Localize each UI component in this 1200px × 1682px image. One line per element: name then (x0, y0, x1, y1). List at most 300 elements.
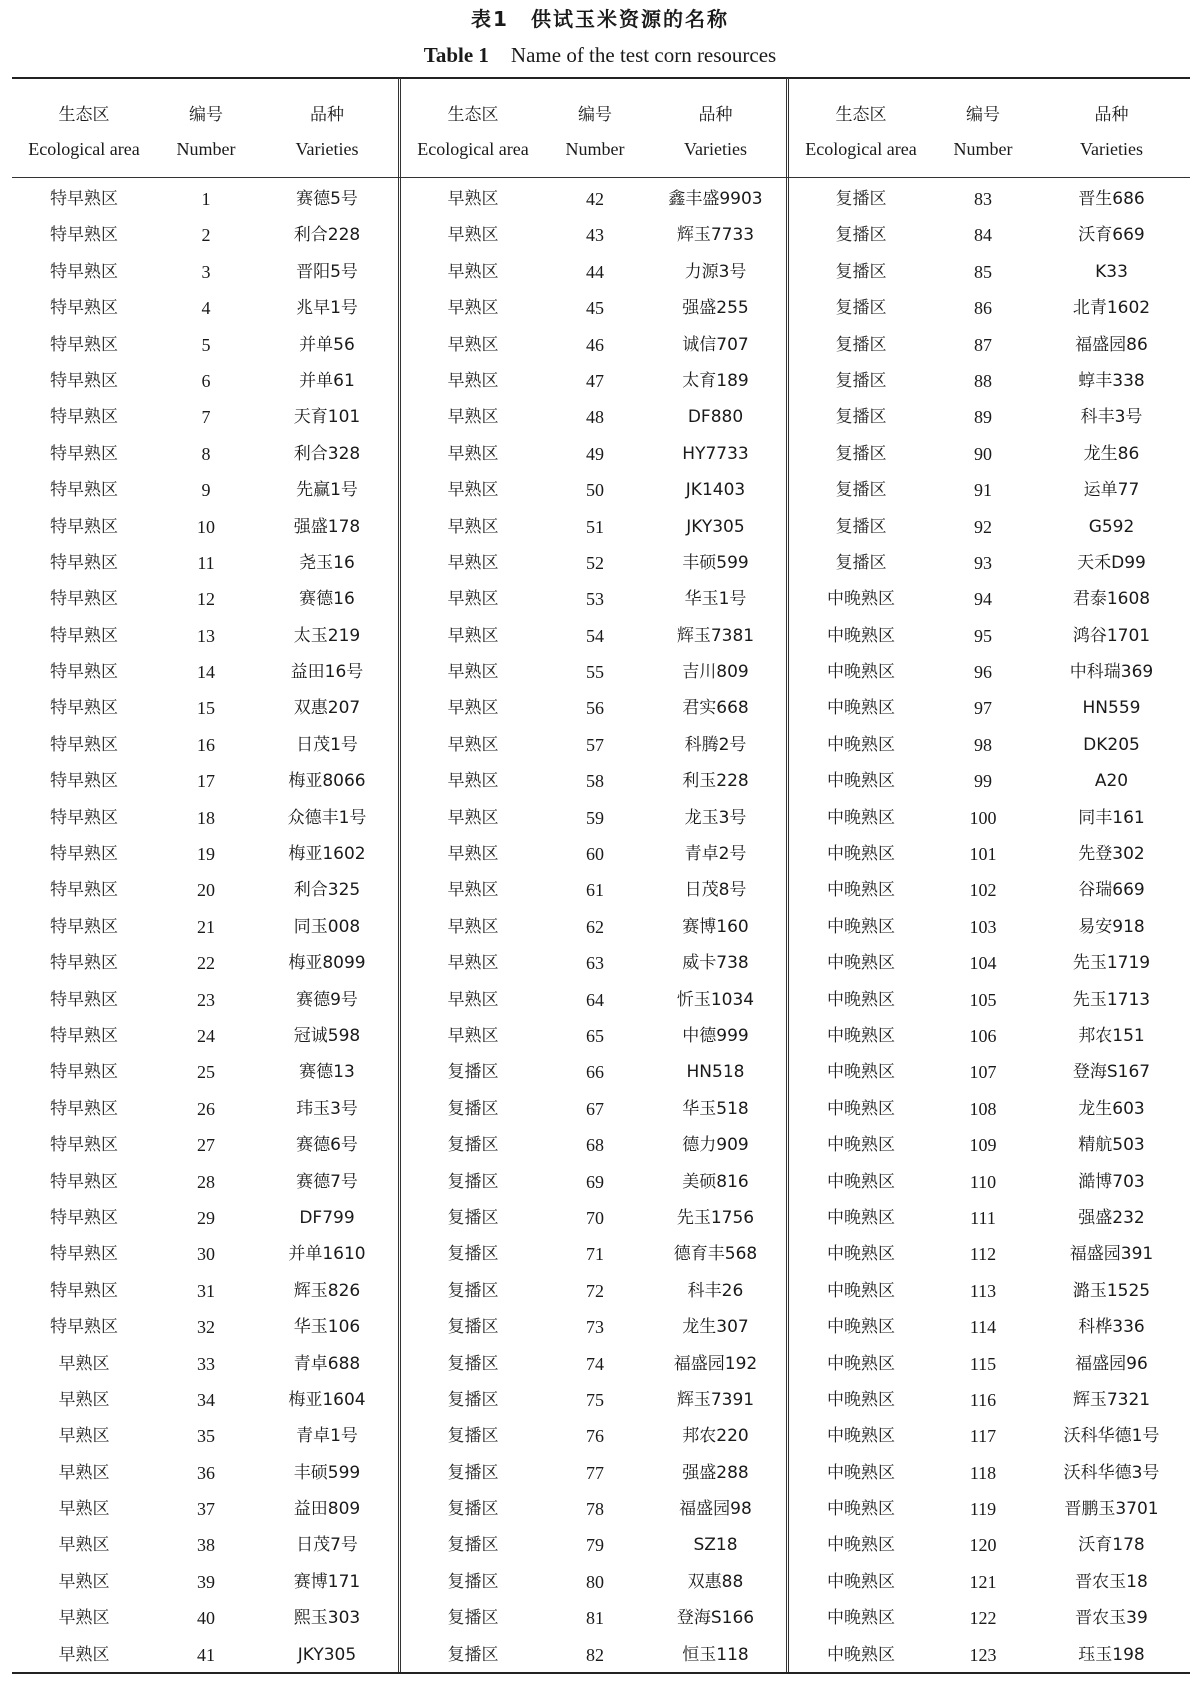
table-row (12, 1127, 398, 1163)
number-cell: 117 (969, 1426, 997, 1447)
ecological-area-cell: 早熟区 (58, 1571, 110, 1592)
number-cell: 24 (197, 1025, 215, 1046)
table-row (789, 254, 1190, 290)
header-varieties-cn: 品种 (698, 105, 733, 125)
number-cell: 29 (197, 1207, 215, 1228)
ecological-area-cell: 复播区 (447, 1644, 499, 1665)
table-rows (12, 181, 398, 1673)
number-cell: 59 (586, 807, 604, 828)
ecological-area-cell: 特早熟区 (50, 625, 118, 646)
number-cell: 25 (197, 1062, 215, 1083)
ecological-area-cell: 中晚熟区 (827, 1353, 895, 1374)
number-cell: 26 (197, 1098, 215, 1119)
table-row (401, 1418, 786, 1454)
table-row (789, 1637, 1190, 1673)
number-cell: 46 (586, 334, 604, 355)
variety-cell: 科丰26 (687, 1280, 744, 1301)
number-cell: 40 (197, 1608, 215, 1629)
table-header-row (789, 78, 1190, 177)
number-cell: 86 (974, 298, 992, 319)
number-cell: 38 (197, 1535, 215, 1556)
variety-cell: 利合325 (293, 880, 361, 901)
ecological-area-cell: 特早熟区 (50, 589, 118, 610)
ecological-area-cell: 早熟区 (447, 298, 499, 319)
table-row (401, 290, 786, 326)
variety-cell: 强盛255 (682, 298, 749, 319)
number-cell: 32 (197, 1317, 215, 1338)
ecological-area-cell: 中晚熟区 (827, 1644, 895, 1665)
header-number (156, 98, 256, 166)
table-row (789, 545, 1190, 581)
number-cell: 68 (586, 1135, 604, 1156)
ecological-area-cell: 特早熟区 (50, 516, 118, 537)
variety-cell: 天育101 (293, 407, 361, 428)
variety-cell: 龙玉3号 (684, 807, 747, 828)
variety-cell: DK205 (1083, 734, 1140, 755)
table-row (401, 1018, 786, 1054)
number-cell: 104 (969, 953, 997, 974)
ecological-area-cell: 早熟区 (447, 407, 499, 428)
number-cell: 90 (974, 443, 992, 464)
variety-cell: 潞玉1525 (1072, 1280, 1151, 1301)
table-row (401, 800, 786, 836)
variety-cell: 中科瑞369 (1069, 662, 1154, 683)
table-row (12, 945, 398, 981)
number-cell: 45 (586, 298, 604, 319)
number-cell: 35 (197, 1426, 215, 1447)
number-cell: 112 (969, 1244, 997, 1265)
number-cell: 113 (969, 1280, 997, 1301)
ecological-area-cell: 复播区 (447, 1062, 499, 1083)
variety-cell: 忻玉1034 (676, 989, 755, 1010)
variety-cell: 益田809 (293, 1499, 361, 1520)
number-cell: 57 (586, 734, 604, 755)
ecological-area-cell: 特早熟区 (50, 334, 118, 355)
number-cell: 82 (586, 1644, 604, 1665)
table-row (789, 1273, 1190, 1309)
header-varieties-en: Varieties (295, 139, 359, 159)
number-cell: 122 (969, 1608, 997, 1629)
table-row (401, 1346, 786, 1382)
table-row (789, 436, 1190, 472)
number-cell: 123 (969, 1644, 997, 1665)
variety-cell: 同玉008 (293, 916, 361, 937)
ecological-area-cell: 特早熟区 (50, 370, 118, 391)
variety-cell: 蜳丰338 (1078, 370, 1145, 391)
ecological-area-cell: 特早熟区 (50, 1025, 118, 1046)
ecological-area-cell: 早熟区 (58, 1389, 110, 1410)
variety-cell: 丰硕599 (293, 1462, 361, 1483)
ecological-area-cell: 复播区 (835, 261, 887, 282)
ecological-area-cell: 特早熟区 (50, 953, 118, 974)
variety-cell: 晋鹏玉3701 (1064, 1499, 1159, 1520)
variety-cell: 先玉1756 (676, 1207, 755, 1228)
number-cell: 5 (201, 334, 211, 355)
number-cell: 52 (586, 552, 604, 573)
table-row (12, 290, 398, 326)
variety-cell: 登海S166 (676, 1608, 755, 1629)
number-cell: 42 (586, 189, 604, 209)
number-cell: 93 (974, 552, 992, 573)
table-row (12, 727, 398, 763)
variety-cell: 辉玉7391 (676, 1389, 755, 1410)
variety-cell: 先赢1号 (296, 480, 358, 501)
ecological-area-cell: 复播区 (447, 1207, 499, 1228)
header-ecological-area-en: Ecological area (805, 139, 917, 159)
ecological-area-cell: 复播区 (447, 1462, 499, 1483)
table-row (401, 327, 786, 363)
header-ecological-area (12, 98, 156, 166)
table-row (401, 1200, 786, 1236)
ecological-area-cell: 特早熟区 (50, 1280, 118, 1301)
table-header-row (401, 78, 786, 177)
variety-cell: 众德丰1号 (287, 807, 367, 828)
ecological-area-cell: 早熟区 (447, 516, 499, 537)
ecological-area-cell: 特早熟区 (50, 1244, 118, 1265)
variety-cell: 晋农玉18 (1075, 1571, 1148, 1592)
variety-cell: 兆早1号 (296, 298, 358, 319)
variety-cell: 北青1602 (1072, 298, 1151, 319)
number-cell: 47 (586, 370, 604, 391)
table-row (789, 618, 1190, 654)
table-row (12, 436, 398, 472)
table-row (789, 1491, 1190, 1527)
number-cell: 105 (969, 989, 997, 1010)
number-cell: 74 (586, 1353, 604, 1374)
ecological-area-cell: 复播区 (447, 1608, 499, 1629)
header-number-cn: 编号 (578, 105, 612, 125)
variety-cell: 科腾2号 (684, 734, 747, 755)
table-row (789, 1418, 1190, 1454)
variety-cell: 福盛园192 (673, 1353, 758, 1374)
variety-cell: 科桦336 (1078, 1317, 1145, 1338)
number-cell: 6 (201, 370, 211, 391)
number-cell: 22 (197, 953, 215, 974)
number-cell: 120 (969, 1535, 997, 1556)
variety-cell: 沃育178 (1078, 1535, 1145, 1556)
ecological-area-cell: 中晚熟区 (827, 1317, 895, 1338)
ecological-area-cell: 早熟区 (447, 771, 499, 792)
header-varieties-en: Varieties (684, 139, 747, 159)
ecological-area-cell: 复播区 (835, 225, 887, 246)
number-cell: 15 (197, 698, 215, 719)
number-cell: 34 (197, 1389, 215, 1410)
variety-cell: 玮玉3号 (296, 1098, 358, 1119)
ecological-area-cell: 中晚熟区 (827, 1135, 895, 1156)
table-row (12, 472, 398, 508)
number-cell: 111 (970, 1207, 996, 1228)
table-column-block (789, 78, 1190, 1672)
ecological-area-cell: 复播区 (835, 407, 887, 428)
number-cell: 70 (586, 1207, 604, 1228)
ecological-area-cell: 早熟区 (447, 189, 499, 209)
ecological-area-cell: 早熟区 (58, 1644, 110, 1665)
ecological-area-cell: 早熟区 (447, 916, 499, 937)
table-row (401, 509, 786, 545)
table-row (401, 1564, 786, 1600)
table-row (401, 1455, 786, 1491)
number-cell: 8 (201, 443, 211, 464)
variety-cell: 先玉1719 (1072, 953, 1151, 974)
table-row (12, 581, 398, 617)
ecological-area-cell: 特早熟区 (50, 989, 118, 1010)
number-cell: 31 (197, 1280, 215, 1301)
table-row (12, 1309, 398, 1345)
ecological-area-cell: 中晚熟区 (827, 1426, 895, 1447)
variety-cell: 赛德6号 (296, 1135, 358, 1156)
ecological-area-cell: 早熟区 (447, 953, 499, 974)
variety-cell: 福盛园86 (1075, 334, 1148, 355)
variety-cell: 梅亚8099 (288, 953, 366, 974)
table-row (401, 1637, 786, 1673)
ecological-area-cell: 特早熟区 (50, 1098, 118, 1119)
ecological-area-cell: 中晚熟区 (827, 1462, 895, 1483)
number-cell: 110 (969, 1171, 997, 1192)
table-row (789, 509, 1190, 545)
variety-cell: 晋农玉39 (1075, 1608, 1148, 1629)
table-row (12, 1418, 398, 1454)
ecological-area-cell: 中晚熟区 (827, 1608, 895, 1629)
number-cell: 81 (586, 1608, 604, 1629)
number-cell: 51 (586, 516, 604, 537)
table-row (789, 1164, 1190, 1200)
ecological-area-cell: 中晚熟区 (827, 1098, 895, 1119)
variety-cell: 利合328 (293, 443, 361, 464)
header-number-en: Number (176, 139, 236, 159)
variety-cell: DF880 (687, 407, 744, 428)
table-row (12, 1091, 398, 1127)
ecological-area-cell: 中晚熟区 (827, 807, 895, 828)
variety-cell: 赛德5号 (296, 189, 358, 209)
number-cell: 99 (974, 771, 992, 792)
number-cell: 109 (969, 1135, 997, 1156)
number-cell: 23 (197, 989, 215, 1010)
number-cell: 60 (586, 844, 604, 865)
variety-cell: 沃育669 (1078, 225, 1145, 246)
variety-cell: JK1403 (685, 480, 746, 501)
variety-cell: 邦农220 (682, 1426, 749, 1447)
header-ecological-area-en: Ecological area (417, 139, 529, 159)
number-cell: 85 (974, 261, 992, 282)
table-column-block (12, 78, 398, 1672)
number-cell: 66 (586, 1062, 604, 1083)
table-row (12, 1273, 398, 1309)
table-row (789, 327, 1190, 363)
number-cell: 50 (586, 480, 604, 501)
variety-cell: 尧玉16 (299, 552, 355, 573)
number-cell: 1 (201, 189, 211, 209)
table-row (401, 1164, 786, 1200)
ecological-area-cell: 中晚熟区 (827, 1244, 895, 1265)
ecological-area-cell: 早熟区 (447, 844, 499, 865)
ecological-area-cell: 中晚熟区 (827, 589, 895, 610)
table-caption-title: Name of the test corn resources (510, 43, 777, 67)
table-row (12, 1382, 398, 1418)
number-cell: 44 (586, 261, 604, 282)
ecological-area-cell: 复播区 (835, 189, 887, 209)
table-row (12, 217, 398, 253)
variety-cell: HN559 (1082, 698, 1141, 719)
number-cell: 119 (969, 1499, 997, 1520)
variety-cell: 辉玉7321 (1072, 1389, 1151, 1410)
ecological-area-cell: 特早熟区 (50, 480, 118, 501)
table-row (401, 181, 786, 217)
variety-cell: 太玉219 (293, 625, 361, 646)
number-cell: 71 (586, 1244, 604, 1265)
table-row (789, 1455, 1190, 1491)
table-row (401, 872, 786, 908)
variety-cell: 鑫丰盛9903 (668, 189, 763, 209)
variety-cell: 日茂8号 (684, 880, 747, 901)
ecological-area-cell: 特早熟区 (50, 844, 118, 865)
table-row (401, 254, 786, 290)
table-row (401, 1273, 786, 1309)
table-row (401, 472, 786, 508)
number-cell: 118 (969, 1462, 997, 1483)
table-row (12, 1637, 398, 1673)
table-row (401, 1127, 786, 1163)
ecological-area-cell: 复播区 (447, 1571, 499, 1592)
table-row (12, 545, 398, 581)
number-cell: 61 (586, 880, 604, 901)
ecological-area-cell: 中晚熟区 (827, 989, 895, 1010)
table-row (12, 836, 398, 872)
table-row (12, 909, 398, 945)
number-cell: 2 (201, 225, 211, 246)
variety-cell: 登海S167 (1072, 1062, 1151, 1083)
number-cell: 100 (969, 807, 997, 828)
ecological-area-cell: 特早熟区 (50, 880, 118, 901)
number-cell: 95 (974, 625, 992, 646)
ecological-area-cell: 特早熟区 (50, 1062, 118, 1083)
ecological-area-cell: 早熟区 (447, 625, 499, 646)
table-row (12, 1455, 398, 1491)
variety-cell: 青卓1号 (296, 1426, 358, 1447)
table-row (401, 618, 786, 654)
table-row (789, 836, 1190, 872)
number-cell: 101 (969, 844, 997, 865)
header-varieties-en: Varieties (1080, 139, 1143, 159)
ecological-area-cell: 复播区 (447, 1171, 499, 1192)
number-cell: 13 (197, 625, 215, 646)
table-row (401, 909, 786, 945)
number-cell: 19 (197, 844, 215, 865)
variety-cell: 龙生307 (682, 1317, 749, 1338)
number-cell: 76 (586, 1426, 604, 1447)
number-cell: 72 (586, 1280, 604, 1301)
table-row (12, 1527, 398, 1563)
ecological-area-cell: 中晚熟区 (827, 1535, 895, 1556)
number-cell: 7 (201, 407, 211, 428)
table-caption-en (0, 40, 1200, 70)
ecological-area-cell: 特早熟区 (50, 662, 118, 683)
ecological-area-cell: 复播区 (447, 1317, 499, 1338)
variety-cell: 沃科华德1号 (1063, 1426, 1160, 1447)
number-cell: 41 (197, 1644, 215, 1665)
variety-cell: 赛德7号 (296, 1171, 358, 1192)
number-cell: 39 (197, 1571, 215, 1592)
ecological-area-cell: 特早熟区 (50, 1317, 118, 1338)
table-row (789, 1346, 1190, 1382)
ecological-area-cell: 中晚熟区 (827, 662, 895, 683)
table-row (12, 800, 398, 836)
ecological-area-cell: 复播区 (835, 370, 887, 391)
ecological-area-cell: 复播区 (447, 1389, 499, 1410)
variety-cell: 梅亚1604 (288, 1389, 366, 1410)
table-row (789, 800, 1190, 836)
number-cell: 12 (197, 589, 215, 610)
number-cell: 53 (586, 589, 604, 610)
ecological-area-cell: 早熟区 (447, 807, 499, 828)
number-cell: 14 (197, 662, 215, 683)
table-row (401, 945, 786, 981)
ecological-area-cell: 特早熟区 (50, 734, 118, 755)
variety-cell: 科丰3号 (1080, 407, 1143, 428)
table-row (12, 1564, 398, 1600)
number-cell: 94 (974, 589, 992, 610)
header-ecological-area (789, 98, 933, 166)
table-row (789, 945, 1190, 981)
number-cell: 80 (586, 1571, 604, 1592)
number-cell: 21 (197, 916, 215, 937)
header-number-cn: 编号 (966, 105, 1000, 125)
ecological-area-cell: 早熟区 (447, 443, 499, 464)
number-cell: 114 (969, 1317, 997, 1338)
number-cell: 49 (586, 443, 604, 464)
ecological-area-cell: 复播区 (447, 1353, 499, 1374)
table-row (401, 581, 786, 617)
ecological-area-cell: 中晚熟区 (827, 1280, 895, 1301)
ecological-area-cell: 特早熟区 (50, 916, 118, 937)
number-cell: 115 (969, 1353, 997, 1374)
ecological-area-cell: 早熟区 (58, 1535, 110, 1556)
table-row (12, 1236, 398, 1272)
variety-cell: 威卡738 (682, 953, 749, 974)
number-cell: 16 (197, 734, 215, 755)
ecological-area-cell: 中晚熟区 (827, 953, 895, 974)
table-row (789, 581, 1190, 617)
variety-cell: 利合228 (293, 225, 361, 246)
table-row (401, 1491, 786, 1527)
variety-cell: 易安918 (1078, 916, 1145, 937)
table-row (12, 982, 398, 1018)
variety-cell: 力源3号 (684, 261, 747, 282)
number-cell: 84 (974, 225, 992, 246)
table-row (12, 327, 398, 363)
table-row (789, 1600, 1190, 1636)
table-row (12, 1600, 398, 1636)
table-row (12, 763, 398, 799)
ecological-area-cell: 特早熟区 (50, 1171, 118, 1192)
number-cell: 10 (197, 516, 215, 537)
number-cell: 75 (586, 1389, 604, 1410)
variety-cell: 龙生603 (1078, 1098, 1145, 1119)
table-row (789, 654, 1190, 690)
ecological-area-cell: 早熟区 (447, 698, 499, 719)
ecological-area-cell: 中晚熟区 (827, 916, 895, 937)
table-row (401, 1382, 786, 1418)
number-cell: 73 (586, 1317, 604, 1338)
table-row (12, 1164, 398, 1200)
table-row (401, 399, 786, 435)
variety-cell: 吉川809 (682, 662, 749, 683)
table-row (401, 1600, 786, 1636)
variety-cell: 双惠88 (687, 1571, 744, 1592)
variety-cell: 龙生86 (1083, 443, 1140, 464)
header-number (545, 98, 645, 166)
ecological-area-cell: 中晚熟区 (827, 698, 895, 719)
table-row (401, 1091, 786, 1127)
